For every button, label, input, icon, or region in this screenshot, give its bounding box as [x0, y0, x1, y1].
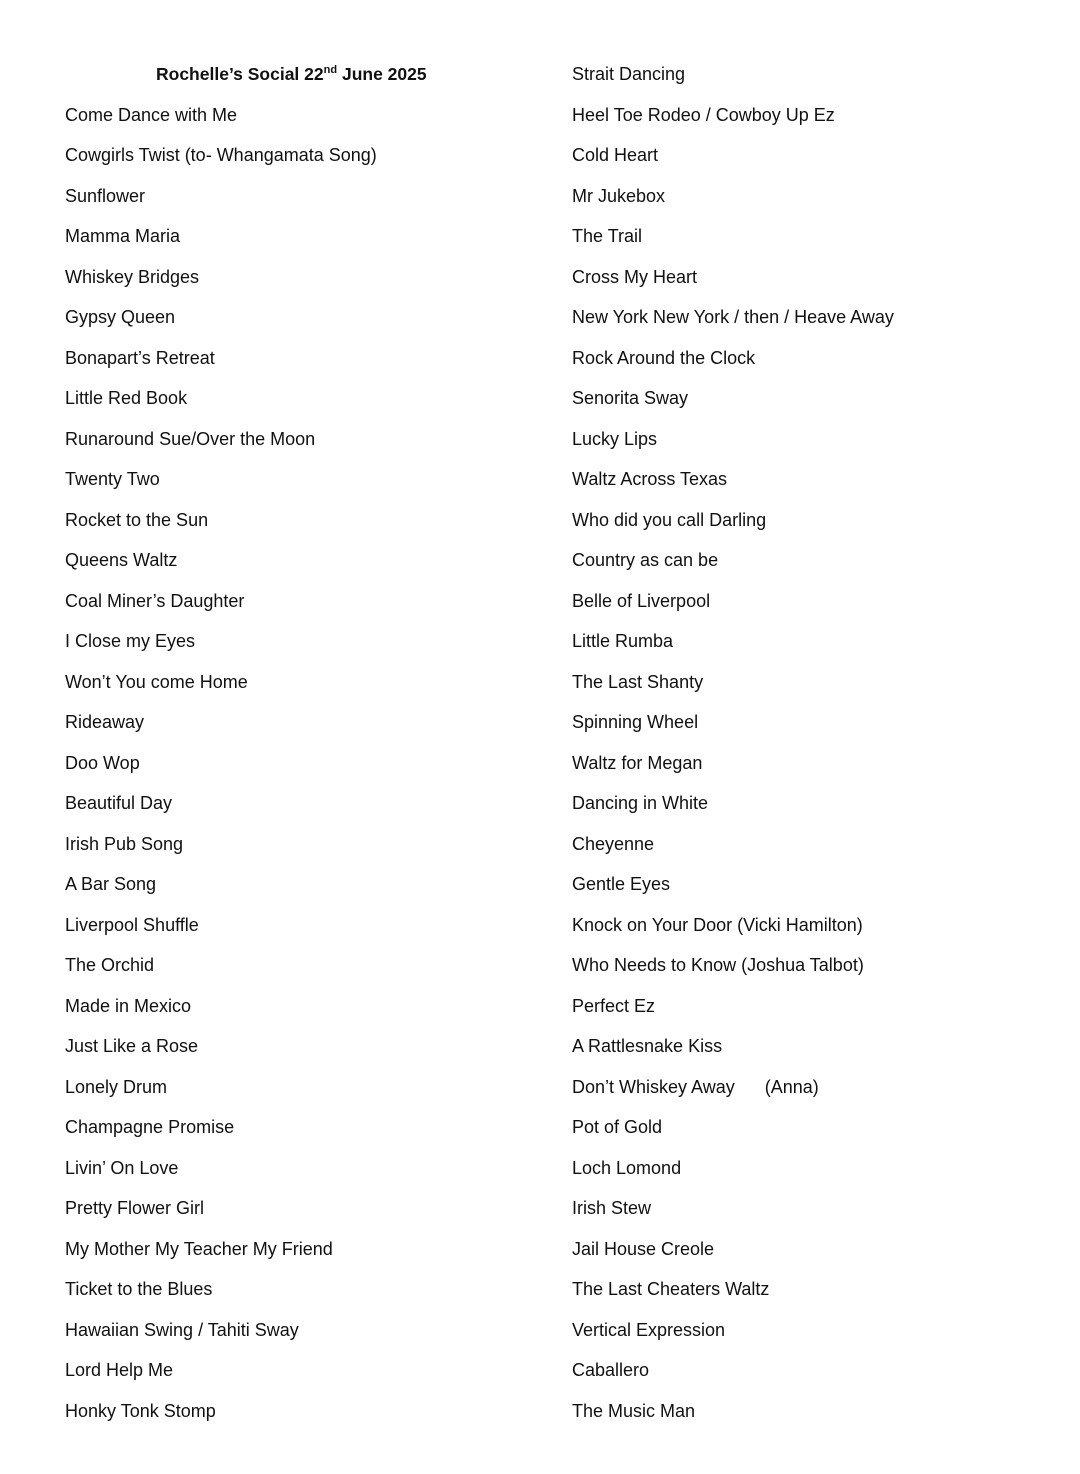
list-item: Champagne Promise	[65, 1117, 235, 1137]
list-item: Made in Mexico	[65, 995, 192, 1016]
list-item: My Mother My Teacher My Friend	[65, 1238, 333, 1259]
list-item: Mamma Maria	[65, 226, 181, 246]
list-item: Bonapart’s Retreat	[65, 347, 215, 368]
list-item: New York New York / then / Heave Away	[572, 307, 894, 327]
list-item: Pot of Gold	[572, 1117, 663, 1137]
left-dance-list	[65, 54, 525, 1431]
list-item: Who Needs to Know (Joshua Talbot)	[572, 955, 864, 975]
list-item: A Bar Song	[65, 874, 157, 894]
list-item: I Close my Eyes	[65, 631, 196, 651]
list-item: The Last Cheaters Waltz	[572, 1279, 770, 1299]
list-item: Who did you call Darling	[572, 509, 767, 530]
list-item: Belle of Liverpool	[572, 590, 711, 611]
list-item: Cheyenne	[572, 833, 655, 854]
list-item: Lucky Lips	[572, 428, 658, 449]
list-item: Dancing in White	[572, 793, 709, 813]
list-item: Coal Miner’s Daughter	[65, 590, 245, 611]
list-item: Country as can be	[572, 550, 719, 570]
list-item: Spinning Wheel	[572, 712, 699, 732]
list-item: Come Dance with Me	[65, 104, 238, 125]
list-item: Knock on Your Door (Vicki Hamilton)	[572, 914, 863, 935]
list-item: Caballero	[572, 1360, 650, 1380]
list-item: Jail House Creole	[572, 1238, 715, 1259]
list-item: The Last Shanty	[572, 671, 704, 692]
list-item: Lonely Drum	[65, 1076, 168, 1097]
list-item: Waltz Across Texas	[572, 469, 728, 489]
list-item: Queens Waltz	[65, 550, 178, 570]
list-item: Loch Lomond	[572, 1157, 682, 1178]
list-item: Gypsy Queen	[65, 307, 176, 327]
list-item: Liverpool Shuffle	[65, 914, 199, 935]
list-item: Cold Heart	[572, 145, 659, 165]
list-item: Heel Toe Rodeo / Cowboy Up Ez	[572, 104, 835, 125]
list-item: The Trail	[572, 226, 643, 246]
list-item: Cowgirls Twist (to- Whangamata Song)	[65, 145, 377, 165]
list-item: Sunflower	[65, 185, 146, 206]
list-item: Twenty Two	[65, 469, 160, 489]
list-item: Little Rumba	[572, 631, 674, 651]
list-item: Rocket to the Sun	[65, 509, 209, 530]
list-item: Honky Tonk Stomp	[65, 1400, 216, 1421]
page-title	[65, 54, 525, 95]
list-item: A Rattlesnake Kiss	[572, 1036, 723, 1056]
list-item: Doo Wop	[65, 752, 140, 773]
list-item: Gentle Eyes	[572, 874, 671, 894]
right-dance-list	[572, 54, 1042, 1431]
list-item-title: Don’t Whiskey Away	[572, 1076, 735, 1097]
list-item: Whiskey Bridges	[65, 266, 200, 287]
list-item: Mr Jukebox	[572, 185, 666, 206]
list-item-note: (Anna)	[764, 1076, 819, 1097]
title-prefix: Rochelle’s Social 22	[156, 64, 324, 84]
list-item: Runaround Sue/Over the Moon	[65, 428, 316, 449]
list-item: Cross My Heart	[572, 266, 698, 287]
title-suffix: June 2025	[337, 64, 427, 84]
list-item: Waltz for Megan	[572, 752, 703, 773]
list-item: Senorita Sway	[572, 388, 689, 408]
list-item: Won’t You come Home	[65, 671, 248, 692]
list-item: The Orchid	[65, 955, 155, 975]
title-ordinal-suffix: nd	[323, 64, 338, 76]
list-item: Little Red Book	[65, 388, 188, 408]
list-item: Perfect Ez	[572, 995, 656, 1016]
list-item: Vertical Expression	[572, 1319, 726, 1340]
list-item: Hawaiian Swing / Tahiti Sway	[65, 1319, 299, 1340]
list-item: The Music Man	[572, 1400, 696, 1421]
list-item: Beautiful Day	[65, 793, 173, 813]
list-item: Ticket to the Blues	[65, 1279, 213, 1299]
list-item	[572, 1067, 1042, 1108]
list-item: Rock Around the Clock	[572, 347, 756, 368]
list-item: Pretty Flower Girl	[65, 1198, 205, 1218]
list-item: Lord Help Me	[65, 1360, 174, 1380]
list-item: Just Like a Rose	[65, 1036, 199, 1056]
list-item: Irish Stew	[572, 1198, 652, 1218]
list-item: Rideaway	[65, 712, 145, 732]
list-item: Livin’ On Love	[65, 1157, 179, 1178]
list-item: Irish Pub Song	[65, 833, 184, 854]
list-item: Strait Dancing	[572, 64, 686, 84]
